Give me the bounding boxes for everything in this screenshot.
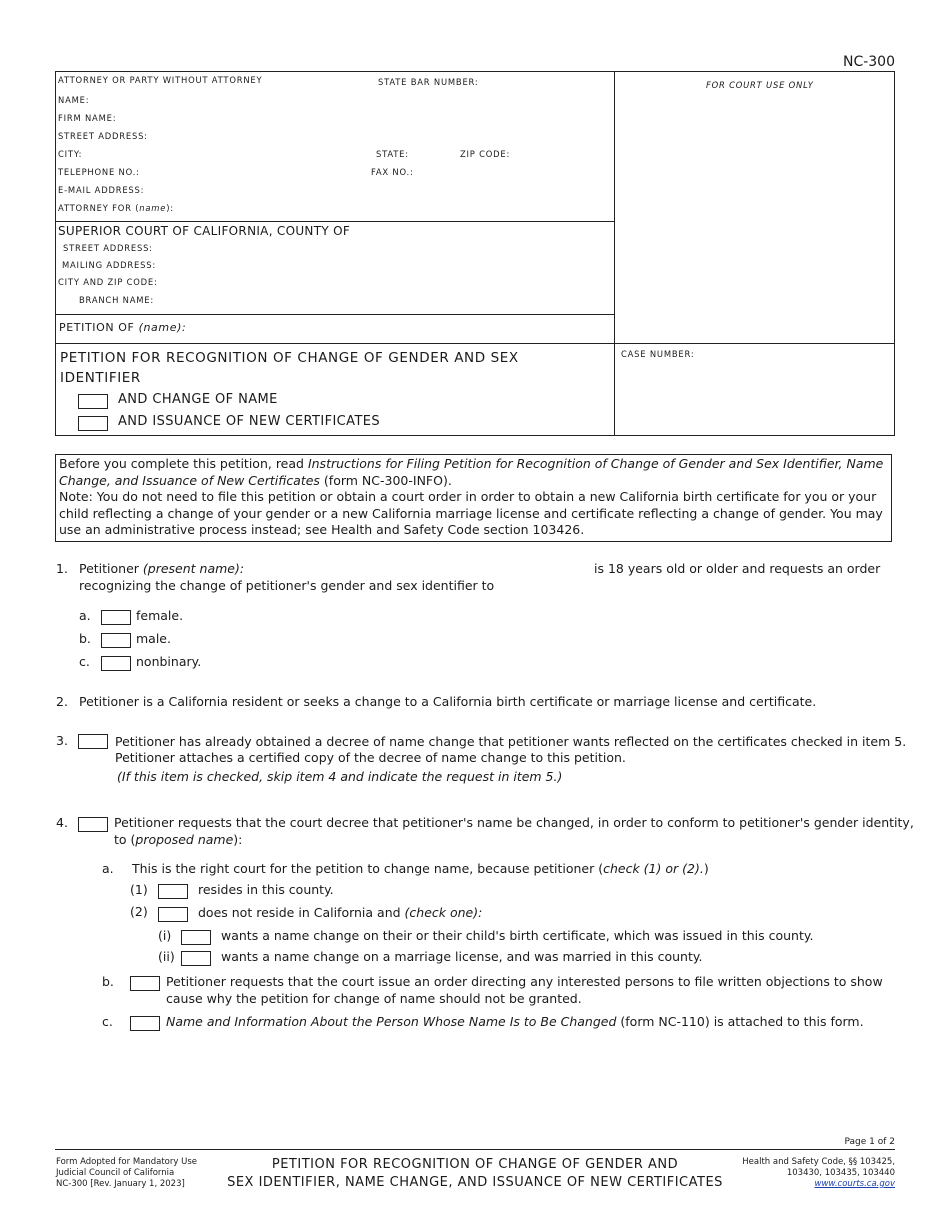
footer-code-line1: Health and Safety Code, §§ 103425, [742, 1157, 895, 1167]
item4a1-text: resides in this county. [198, 882, 334, 897]
item3-checkbox[interactable] [78, 734, 108, 749]
item4a-text: This is the right court for the petition to change name, because petitioner (check (1) or (2).) [132, 861, 709, 876]
court-cityzip-label[interactable]: CITY AND ZIP CODE: [58, 277, 158, 287]
item4c-checkbox[interactable] [130, 1016, 160, 1031]
item1c-letter: c. [79, 654, 90, 669]
item4b-line2: cause why the petition for change of name should not be granted. [166, 991, 582, 1006]
form-id: NC-300 [842, 54, 895, 70]
item4a2i-number: (i) [158, 928, 172, 943]
item2-text: Petitioner is a California resident or seeks a change to a California birth certificate or marriage license and certificate. [79, 694, 817, 709]
item4a-letter: a. [102, 861, 114, 876]
court-use-label: FOR COURT USE ONLY [706, 80, 814, 90]
item4a2ii-number: (ii) [158, 949, 175, 964]
court-street-label[interactable]: STREET ADDRESS: [63, 243, 153, 253]
male-checkbox[interactable] [101, 633, 131, 648]
court-mailing-label[interactable]: MAILING ADDRESS: [62, 260, 156, 270]
form-title-line2: IDENTIFIER [60, 370, 141, 386]
item4b-letter: b. [102, 974, 114, 989]
fax-label[interactable]: FAX NO.: [371, 167, 414, 177]
court-title: SUPERIOR COURT OF CALIFORNIA, COUNTY OF [58, 224, 351, 238]
notice-paragraph-1: Before you complete this petition, read Instructions for Filing Petition for Recognition of Change of Gender and Sex Identifier, Name Change, and Issuance of New Certificates (form NC-300-INFO). [59, 456, 884, 488]
court-branch-label[interactable]: BRANCH NAME: [79, 295, 154, 305]
item4a1-number: (1) [130, 882, 148, 897]
item3-number: 3. [56, 733, 68, 748]
petition-of-label[interactable]: PETITION OF (name): [59, 321, 187, 334]
resides-county-checkbox[interactable] [158, 884, 188, 899]
item3-line2: Petitioner attaches a certified copy of the decree of name change to this petition. [115, 750, 626, 765]
caption-box [55, 71, 895, 436]
female-checkbox[interactable] [101, 610, 131, 625]
name-change-checkbox[interactable] [78, 394, 108, 409]
street-label[interactable]: STREET ADDRESS: [58, 131, 148, 141]
certificates-option: AND ISSUANCE OF NEW CERTIFICATES [118, 414, 381, 429]
zip-label[interactable]: ZIP CODE: [460, 149, 511, 159]
item1b-letter: b. [79, 631, 91, 646]
caption-vertical-divider [614, 71, 615, 436]
item4c-text: Name and Information About the Person Whose Name Is to Be Changed (form NC-110) is attached to this form. [166, 1014, 864, 1029]
state-bar-label: STATE BAR NUMBER: [378, 77, 479, 87]
item3-line3: (If this item is checked, skip item 4 and indicate the request in item 5.) [117, 769, 563, 784]
item1a-letter: a. [79, 608, 91, 623]
footer-title-line2: SEX IDENTIFIER, NAME CHANGE, AND ISSUANCE OF NEW CERTIFICATES [227, 1175, 723, 1190]
nonbinary-checkbox[interactable] [101, 656, 131, 671]
name-change-option: AND CHANGE OF NAME [118, 392, 278, 407]
item4-checkbox[interactable] [78, 817, 108, 832]
not-reside-checkbox[interactable] [158, 907, 188, 922]
footer-council: Judicial Council of California [56, 1168, 175, 1178]
footer-revision: NC-300 [Rev. January 1, 2023] [56, 1179, 185, 1189]
firm-label[interactable]: FIRM NAME: [58, 113, 117, 123]
footer-rule [55, 1149, 895, 1150]
phone-label[interactable]: TELEPHONE NO.: [58, 167, 140, 177]
item3-line1: Petitioner has already obtained a decree of name change that petitioner wants reflected on the certificates checked in item 5. [115, 734, 907, 749]
marriage-license-checkbox[interactable] [181, 951, 211, 966]
male-option: male. [136, 631, 171, 646]
item1-age-text: is 18 years old or older and requests an order [594, 561, 881, 576]
form-title-line1: PETITION FOR RECOGNITION OF CHANGE OF GENDER AND SEX [60, 350, 519, 366]
divider-court [55, 314, 615, 315]
notice-box [55, 454, 892, 542]
certificates-checkbox[interactable] [78, 416, 108, 431]
item1-line2: recognizing the change of petitioner's gender and sex identifier to [79, 578, 495, 593]
birth-certificate-checkbox[interactable] [181, 930, 211, 945]
case-number-label[interactable]: CASE NUMBER: [621, 349, 695, 359]
footer-title-line1: PETITION FOR RECOGNITION OF CHANGE OF GENDER AND [271, 1157, 679, 1172]
page-number: Page 1 of 2 [844, 1137, 895, 1147]
item1-number: 1. [56, 561, 68, 576]
item4b-line1: Petitioner requests that the court issue an order directing any interested persons to file written objections to show [166, 974, 883, 989]
item4a2i-text: wants a name change on their or their child's birth certificate, which was issued in this county. [221, 928, 814, 943]
courts-link[interactable]: www.courts.ca.gov [814, 1179, 895, 1189]
state-label[interactable]: STATE: [376, 149, 409, 159]
name-label[interactable]: NAME: [58, 95, 90, 105]
item2-number: 2. [56, 694, 68, 709]
item4b-checkbox[interactable] [130, 976, 160, 991]
item4a2-text: does not reside in California and (check one): [198, 905, 483, 920]
email-label[interactable]: E-MAIL ADDRESS: [58, 185, 145, 195]
city-label[interactable]: CITY: [58, 149, 83, 159]
attorney-label: ATTORNEY OR PARTY WITHOUT ATTORNEY [58, 75, 263, 85]
female-option: female. [136, 608, 184, 623]
item4c-letter: c. [102, 1014, 113, 1029]
notice-paragraph-2: Note: You do not need to file this petition or obtain a court order in order to obtain a new California birth certificate for you or your child reflecting a change of your gender or a new California marriage license and certificate reflecting a change of gender. You may use an administrative process instead; see Health and Safety Code section 103426. [59, 489, 883, 538]
divider-petition-of [55, 343, 895, 344]
attorney-for-label[interactable]: ATTORNEY FOR (name): [58, 203, 174, 213]
divider-attorney [55, 221, 615, 222]
item4-number: 4. [56, 815, 68, 830]
item4-line1: Petitioner requests that the court decree that petitioner's name be changed, in order to conform to petitioner's gender identity, [114, 815, 914, 830]
footer-adopted: Form Adopted for Mandatory Use [56, 1157, 197, 1167]
footer-code-line2: 103430, 103435, 103440 [786, 1168, 895, 1178]
item4a2ii-text: wants a name change on a marriage license, and was married in this county. [221, 949, 703, 964]
item4-proposed-name[interactable]: to (proposed name): [114, 832, 243, 847]
item4a2-number: (2) [130, 904, 148, 919]
nonbinary-option: nonbinary. [136, 654, 202, 669]
item1-present-name[interactable]: Petitioner (present name): [79, 561, 245, 576]
